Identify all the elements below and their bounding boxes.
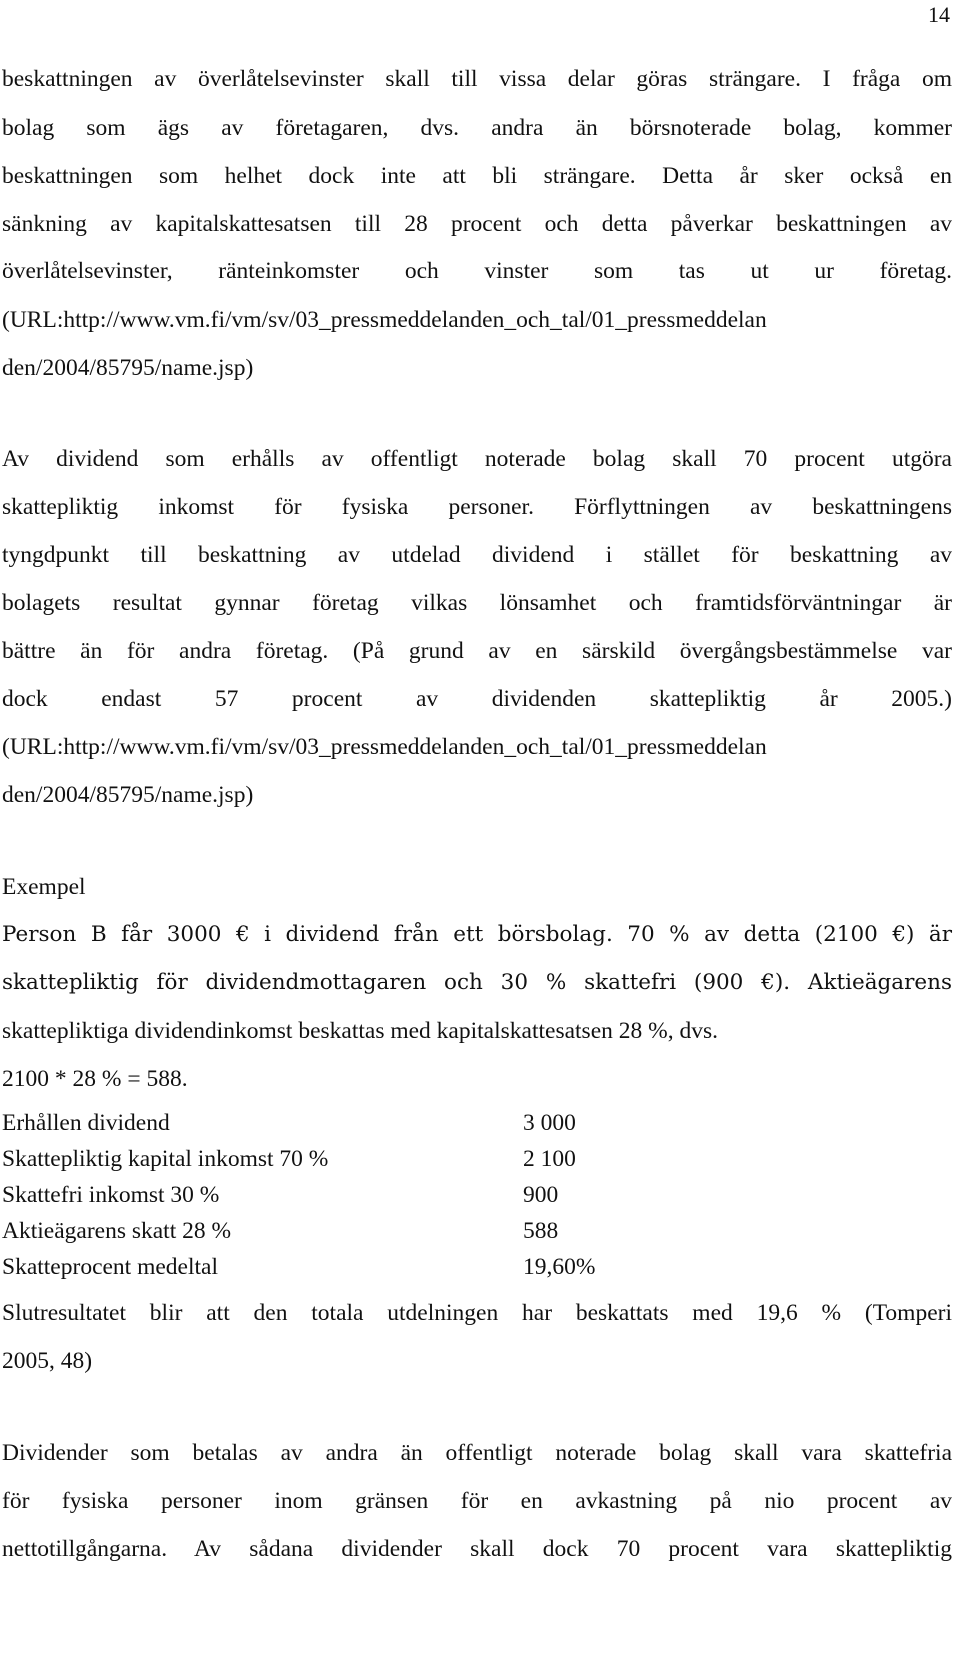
table-row [2,1252,702,1282]
text-line: bolag som ägs av företagaren, dvs. andra än börsnoterade bolag, kommer [2,115,952,141]
text-line: tyngdpunkt till beskattning av utdelad dividend i stället för beskattning av [2,542,952,568]
row-label: Aktieägarens skatt 28 % [2,1218,232,1244]
url-line: den/2004/85795/name.jsp) [2,355,254,381]
text-line: för fysiska personer inom gränsen för en avkastning på nio procent av [2,1488,952,1514]
text-line: Person B får 3000 € i dividend från ett börsbolag. 70 % av detta (2100 €) är [2,922,952,947]
row-value: 588 [523,1218,559,1244]
row-value: 2 100 [523,1146,576,1172]
table-row [2,1108,702,1138]
text-line: skattepliktiga dividendinkomst beskattas med kapitalskattesatsen 28 %, dvs. [2,1018,718,1044]
url-line: (URL:http://www.vm.fi/vm/sv/03_pressmeddelanden_och_tal/01_pressmeddelan [2,734,767,760]
text-line: överlåtelsevinster, ränteinkomster och vinster som tas ut ur företag. [2,258,952,284]
text-line: 2005, 48) [2,1348,93,1374]
text-line: bolagets resultat gynnar företag vilkas lönsamhet och framtidsförväntningar är [2,590,952,616]
text-line: Av dividend som erhålls av offentligt noterade bolag skall 70 procent utgöra [2,446,952,472]
table-row [2,1180,702,1210]
row-label: Skatteprocent medeltal [2,1254,218,1280]
table-row [2,1144,702,1174]
text-line: Slutresultatet blir att den totala utdelningen har beskattats med 19,6 % (Tomperi [2,1300,952,1326]
example-heading: Exempel [2,874,86,900]
row-label: Skattepliktig kapital inkomst 70 % [2,1146,329,1172]
text-line: bättre än för andra företag. (På grund av en särskild övergångsbestämmelse var [2,638,952,664]
text-line: beskattningen av överlåtelsevinster skall till vissa delar göras strängare. I fråga om [2,66,952,92]
row-value: 3 000 [523,1110,576,1136]
row-value: 19,60% [523,1254,596,1280]
text-line: Dividender som betalas av andra än offentligt noterade bolag skall vara skattefria [2,1440,952,1466]
url-line: den/2004/85795/name.jsp) [2,782,254,808]
text-line: sänkning av kapitalskattesatsen till 28 procent och detta påverkar beskattningen av [2,211,952,237]
text-line: beskattningen som helhet dock inte att bli strängare. Detta år sker också en [2,163,952,189]
page-number: 14 [928,2,950,27]
url-line: (URL:http://www.vm.fi/vm/sv/03_pressmeddelanden_och_tal/01_pressmeddelan [2,307,767,333]
row-label: Skattefri inkomst 30 % [2,1182,220,1208]
table-row [2,1216,702,1246]
row-label: Erhållen dividend [2,1110,170,1136]
text-line: skattepliktig för dividendmottagaren och 30 % skattefri (900 €). Aktieägarens [2,970,952,995]
text-line: 2100 * 28 % = 588. [2,1066,188,1092]
text-line: nettotillgångarna. Av sådana dividender skall dock 70 procent vara skattepliktig [2,1536,952,1562]
text-line: skattepliktig inkomst för fysiska personer. Förflyttningen av beskattningens [2,494,952,520]
text-line: dock endast 57 procent av dividenden skattepliktig år 2005.) [2,686,952,712]
row-value: 900 [523,1182,559,1208]
